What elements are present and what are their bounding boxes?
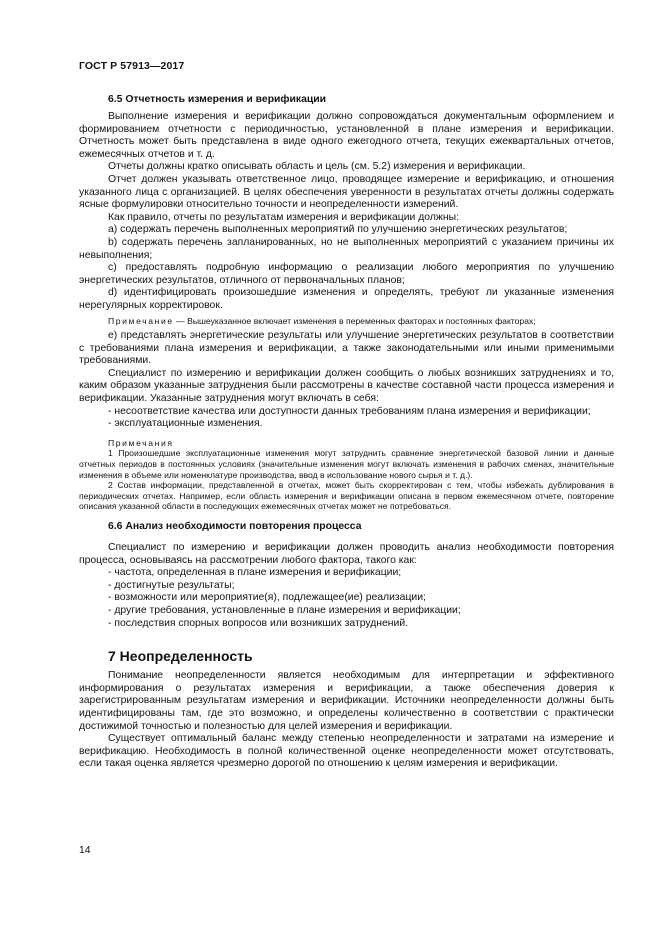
- bullet-item: - частота, определенная в плане измерения и верификации;: [108, 567, 402, 579]
- list-item-a: а) содержать перечень выполненных мероприятий по улучшению энергетических результатов;: [108, 224, 568, 236]
- bullet-item: - несоответствие качества или доступности данных требованиям плана измерения и верификации;: [108, 405, 591, 417]
- note: [79, 316, 614, 327]
- list-item-d: d) идентифицировать произошедшие изменения и определять, требуют ли указанные изменения нерегулярных корректировок.: [79, 287, 614, 311]
- bullet-item: - другие требования, установленные в плане измерения и верификации;: [108, 604, 461, 616]
- note-item: 1 Произошедшие эксплуатационные изменения могут затруднить сравнение энергетической базовой линии и данные отчетных периодов в постоянных условиях (значительные изменения могут включать изменения в рабочих сменах, значительные изменения в объеме или номенклатуре производства, ввод в использование нового сырья и т. д.).: [79, 448, 614, 480]
- section-6-5-heading: 6.5 Отчетность измерения и верификации: [108, 94, 327, 105]
- bullet-item: - возможности или мероприятие(я), подлежащее(ие) реализации;: [108, 592, 426, 604]
- section-6-6-heading: 6.6 Анализ необходимости повторения процесса: [108, 521, 362, 532]
- list-item-c: с) предоставлять подробную информацию о реализации любого мероприятия по улучшению энергетических результатов, отличного от первоначальных планов;: [79, 262, 614, 286]
- note-item: 2 Состав информации, представленной в отчетах, может быть скорректирован с тем, чтобы избежать дублирования в периодических отчетах. Например, если область измерения и верификации описана в первом ежемесячном отчете, повторение описания указанной области в последующих ежемесячных отчетах может не потребоваться.: [79, 480, 614, 512]
- note-text: — Вышеуказанное включает изменения в переменных факторах и постоянных факторах;: [173, 315, 536, 326]
- page-number: 14: [79, 845, 91, 856]
- page-content: [79, 93, 614, 771]
- paragraph: Выполнение измерения и верификации должно сопровождаться документальным оформлением и формированием отчетности с периодичностью, установленной в плане измерения и верификации. Отчетность может быть представлена в виде одного ежегодного отчета, текущих ежеквартальных отчетов, ежемесячных отчетов и т. д.: [79, 111, 614, 160]
- notes-title: Примечания: [108, 437, 174, 448]
- paragraph: Как правило, отчеты по результатам измерения и верификации должны:: [108, 211, 459, 223]
- section-7-heading: 7 Неопределенность: [108, 648, 253, 665]
- paragraph: Отчеты должны кратко описывать область и цель (см. 5.2) измерения и верификации.: [108, 161, 526, 173]
- paragraph: Отчет должен указывать ответственное лицо, проводящее измерение и верификацию, и отношения указанного лица с организацией. В целях обеспечения уверенности в результатах отчеты должны содержать ясные формулировки относительно точности и неопределенности измерений.: [79, 173, 614, 211]
- bullet-item: - эксплуатационные изменения.: [108, 418, 263, 430]
- bullet-item: - последствия спорных вопросов или возникших затруднений.: [108, 617, 409, 629]
- paragraph: Понимание неопределенности является необходимым для интерпретации и эффективного информирования о результатах измерения и верификации, а также обеспечения доверия к зарегистрированным результатам измерения и верификации. Источники неопределенности должны быть идентифицированы там, где это возможно, и определены количественно в соответствии с практически достижимой точностью и полезностью для целей измерения и верификации.: [79, 670, 614, 732]
- list-item-b: b) содержать перечень запланированных, но не выполненных мероприятий с указанием причины их невыполнения;: [79, 236, 614, 261]
- paragraph: Специалист по измерению и верификации должен сообщить о любых возникших затруднениях и то, каким образом указанные затруднения были рассмотрены в качестве составной части процесса измерения и верификации. Указанные затруднения могут включать в себя:: [79, 367, 614, 405]
- bullet-item: - достигнутые результаты;: [108, 579, 235, 591]
- note-label: Примечание: [108, 315, 174, 326]
- standard-designation: ГОСТ Р 57913—2017: [79, 60, 185, 72]
- paragraph: Существует оптимальный баланс между степенью неопределенности и затратами на измерение и верификацию. Необходимость в полной количественной оценке неопределенности может отсутствовать, если такая оценка является чрезмерно дорогой по отношению к целям измерения и верификации.: [79, 733, 614, 770]
- list-item-e: е) представлять энергетические результаты или улучшение энергетических результатов в соответствии с требованиями плана измерения и верификации, а также законодательными или иными применимыми требованиями.: [79, 330, 614, 367]
- paragraph: Специалист по измерению и верификации должен проводить анализ необходимости повторения процесса, основываясь на рассмотрении любого фактора, такого как:: [79, 542, 614, 566]
